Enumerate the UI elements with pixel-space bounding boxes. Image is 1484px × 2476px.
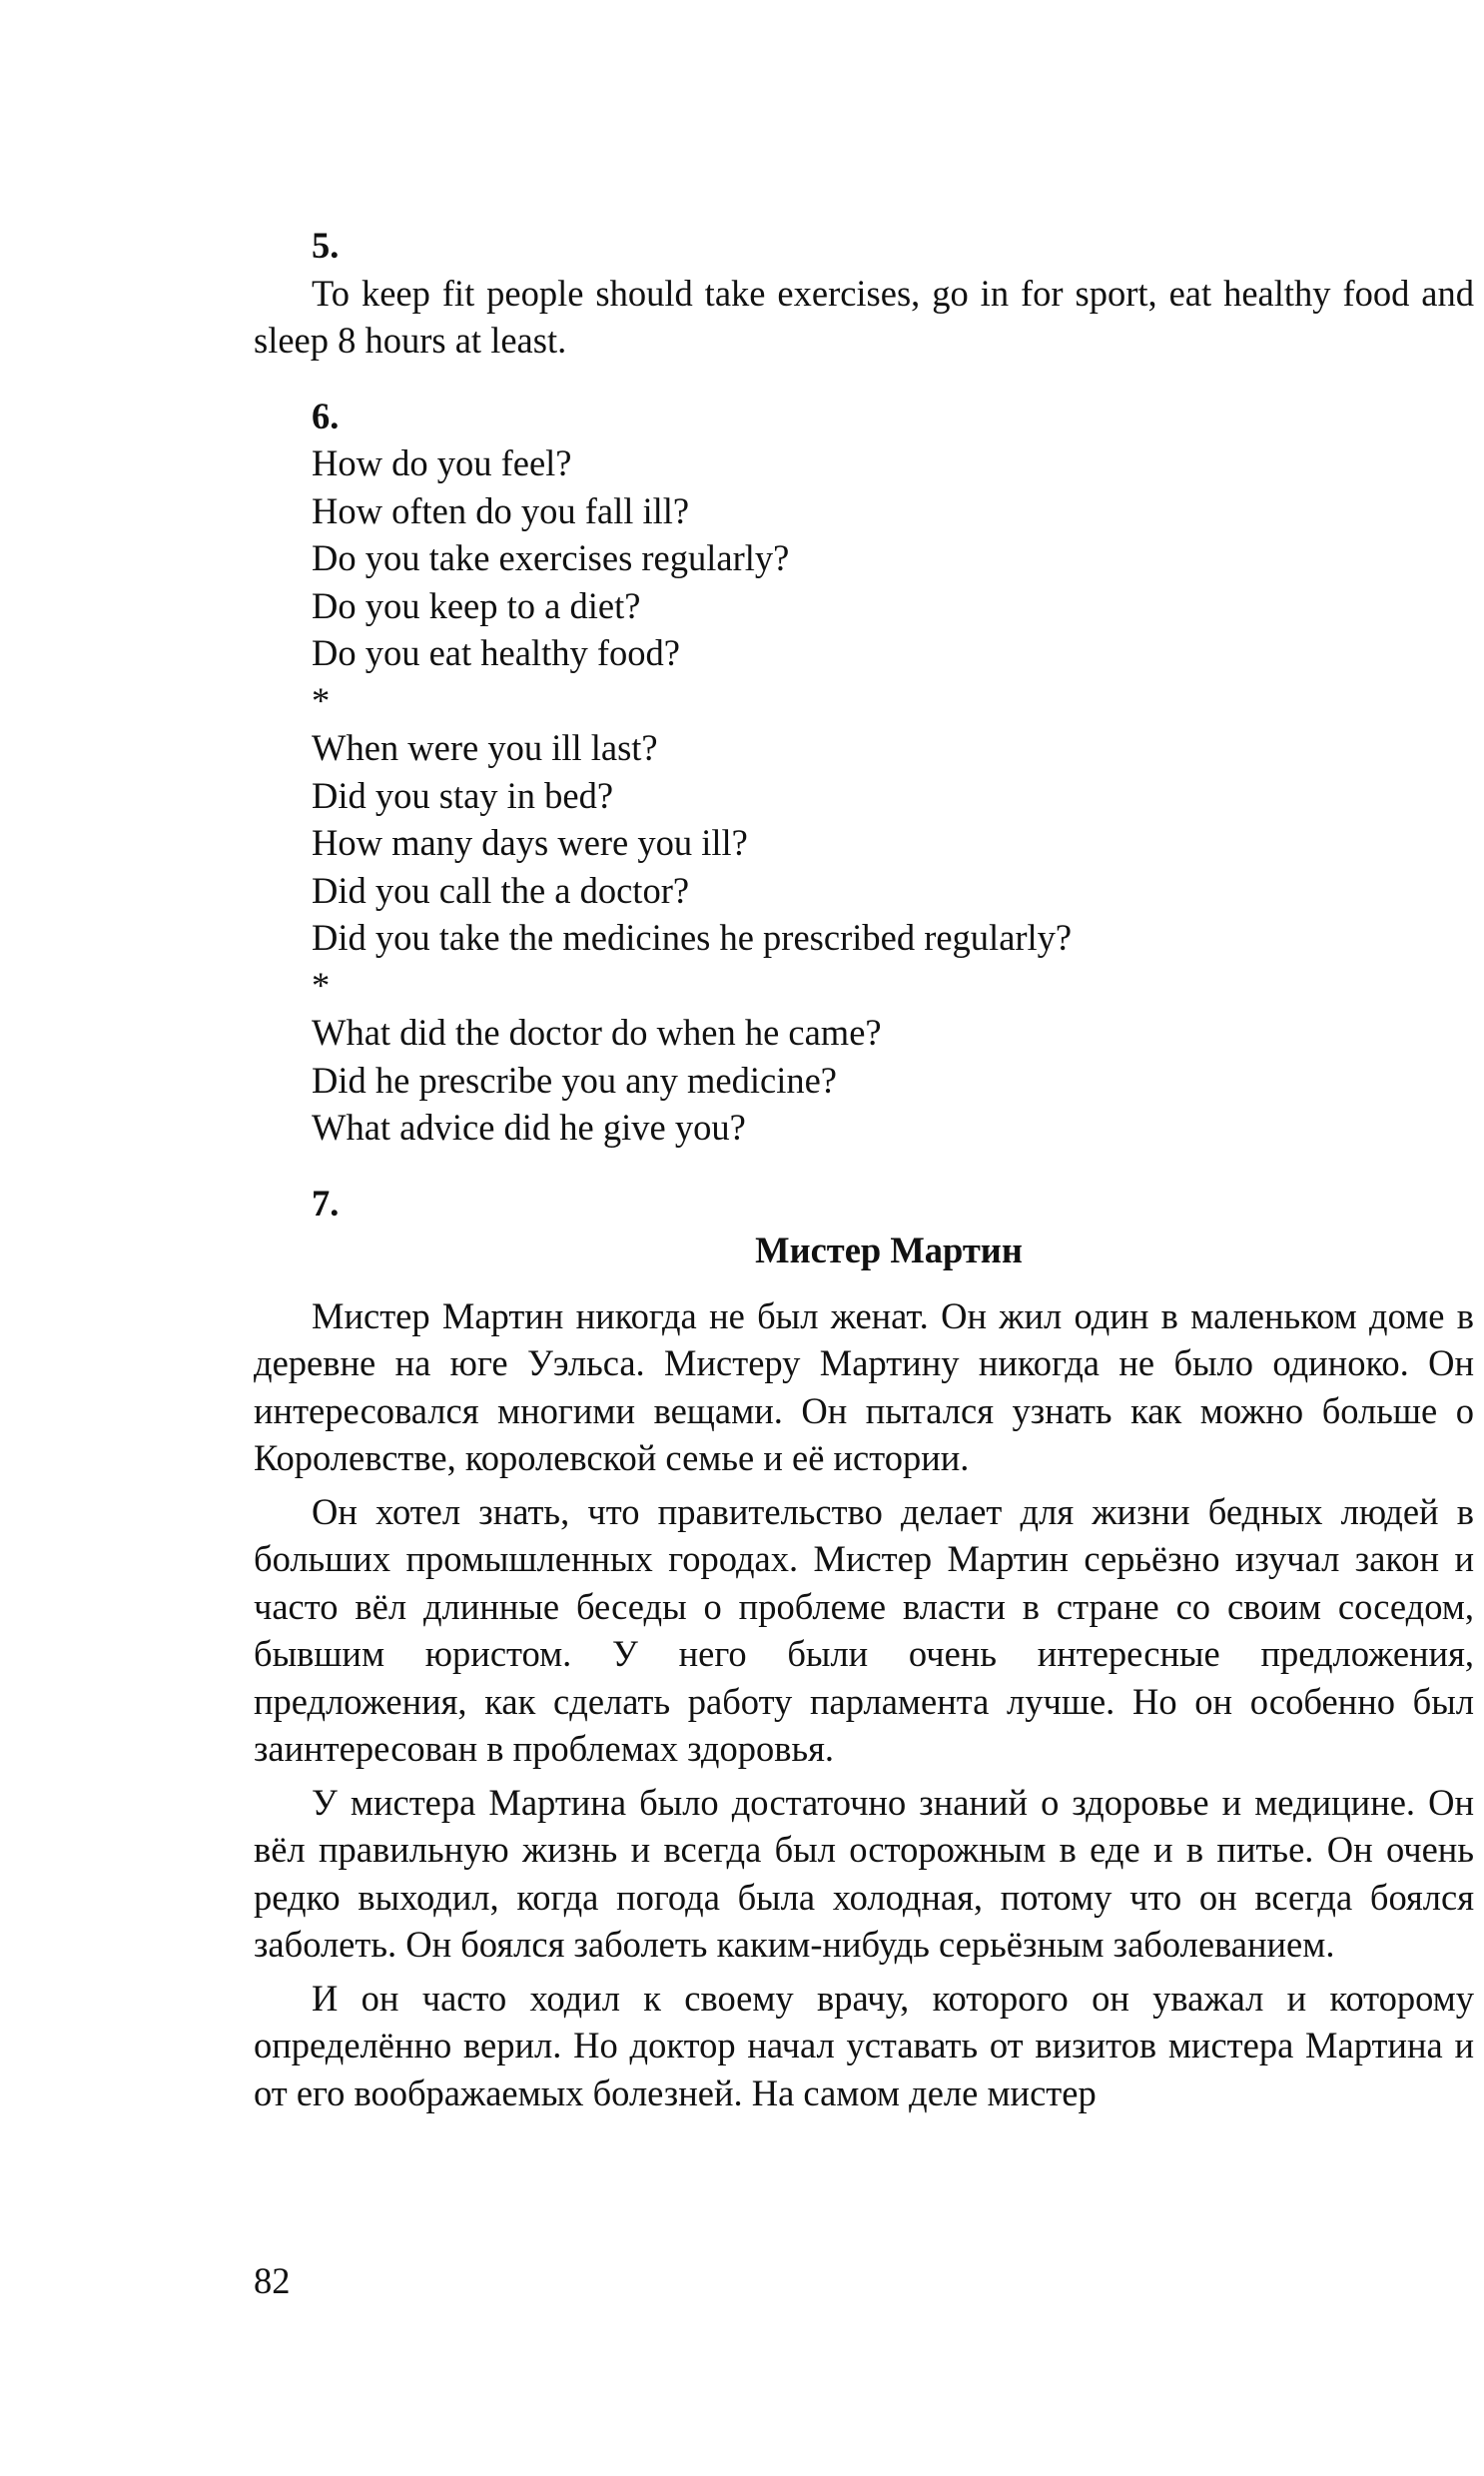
section-5: [254, 222, 1474, 365]
story-paragraph: Он хотел знать, что правительство делает для жизни бедных людей в больших промышленных городах. Мистер Мартин серьёзно изучал закон и часто вёл длинные беседы о проблеме власти в стране со своим соседом, бывшим юристом. У него были очень интересные предложения, предложения, как сделать работу парламента лучше. Но он особенно был заинтересован в проблемах здоровья.: [254, 1490, 1474, 1769]
question-line: What did the doctor do when he came?: [312, 1012, 882, 1053]
question-line: How many days were you ill?: [312, 822, 748, 863]
story-title: Мистер Мартин: [755, 1230, 1023, 1270]
question-line: Did you stay in bed?: [312, 774, 614, 816]
section-number: 6.: [312, 395, 340, 436]
page-number: 82: [254, 2260, 291, 2301]
question-line: Did he prescribe you any medicine?: [312, 1059, 838, 1101]
question-line: When were you ill last?: [312, 727, 658, 768]
story-paragraph: У мистера Мартина было достаточно знаний о здоровье и медицине. Он вёл правильную жизнь и всегда был осторожным в еде и в питье. Он очень редко выходил, когда погода была холодная, потому что он всегда боялся заболеть. Он боялся заболеть каким-нибудь серьёзным заболеванием.: [254, 1781, 1474, 1965]
question-line: Did you take the medicines he prescribed regularly?: [312, 917, 1073, 958]
page-content: [254, 222, 1474, 2122]
question-line: Do you eat healthy food?: [312, 632, 680, 673]
section-7: [254, 1180, 1474, 2117]
question-line: Did you call the a doctor?: [312, 869, 690, 911]
section-6: [254, 393, 1474, 1152]
section-number: 7.: [312, 1182, 340, 1224]
section-number: 5.: [312, 225, 340, 266]
question-list: [254, 439, 1474, 1152]
question-line: How often do you fall ill?: [312, 489, 690, 531]
question-line: What advice did he give you?: [312, 1107, 746, 1148]
section-5-text: To keep fit people should take exercises, go in for sport, eat healthy food and sleep 8 hours at least.: [254, 272, 1474, 361]
question-line: Do you keep to a diet?: [312, 584, 641, 626]
question-line: How do you feel?: [312, 442, 572, 483]
separator-asterisk: *: [312, 679, 331, 721]
separator-asterisk: *: [312, 964, 331, 1006]
story-paragraph: И он часто ходил к своему врачу, которого он уважал и которому определённо верил. Но доктор начал уставать от визитов мистера Мартина и от его воображаемых болезней. На самом деле мистер: [254, 1977, 1474, 2113]
question-line: Do you take exercises regularly?: [312, 537, 790, 578]
story-paragraph: Мистер Мартин никогда не был женат. Он жил один в маленьком доме в деревне на юге Уэльса. Мистеру Мартину никогда не было одиноко. Он интересовался многими вещами. Он пытался узнать как можно больше о Королевстве, королевской семье и её истории.: [254, 1294, 1474, 1478]
